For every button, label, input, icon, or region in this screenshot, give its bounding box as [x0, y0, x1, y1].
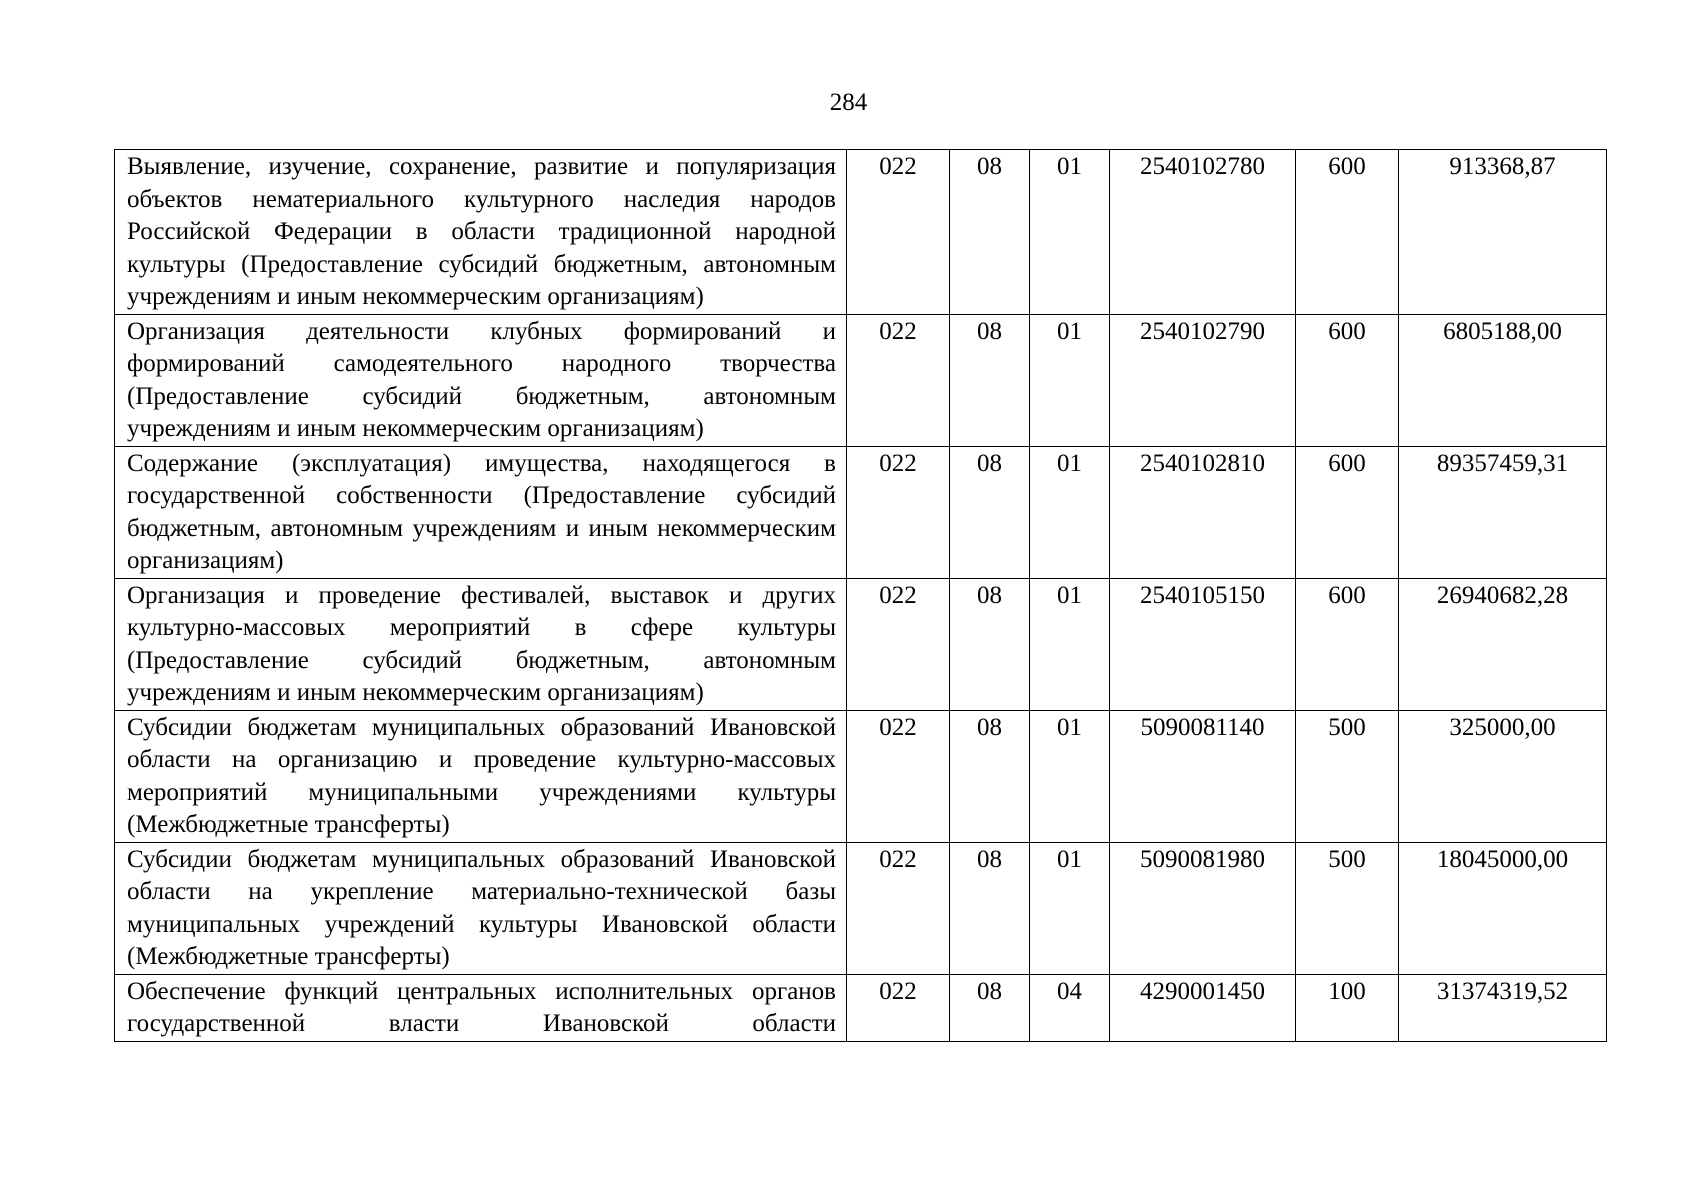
target-article-code: 5090081140 — [1110, 710, 1296, 842]
row-description: Организация деятельности клубных формирований и формирований самодеятельного народного творчества (Предоставление субсидий бюджетным, автономным учреждениям и иным некоммерческим организациям) — [115, 314, 847, 446]
ministry-code: 022 — [847, 578, 950, 710]
row-description: Обеспечение функций центральных исполнительных органов государственной власти Ивановской области — [115, 974, 847, 1041]
ministry-code: 022 — [847, 314, 950, 446]
section-code: 08 — [950, 974, 1030, 1041]
amount-value: 325000,00 — [1399, 710, 1607, 842]
target-article-code: 2540102810 — [1110, 446, 1296, 578]
target-article-code: 5090081980 — [1110, 842, 1296, 974]
ministry-code: 022 — [847, 842, 950, 974]
table-row — [115, 842, 1607, 974]
amount-value: 31374319,52 — [1399, 974, 1607, 1041]
subsection-code: 01 — [1030, 314, 1110, 446]
table-row — [115, 974, 1607, 1041]
page-number: 284 — [829, 89, 868, 116]
expense-type-code: 600 — [1296, 578, 1399, 710]
expense-type-code: 100 — [1296, 974, 1399, 1041]
section-code: 08 — [950, 150, 1030, 315]
expense-type-code: 600 — [1296, 446, 1399, 578]
row-description: Организация и проведение фестивалей, выставок и других культурно-массовых мероприятий в сфере культуры (Предоставление субсидий бюджетным, автономным учреждениям и иным некоммерческим организациям) — [115, 578, 847, 710]
row-description: Субсидии бюджетам муниципальных образований Ивановской области на организацию и проведение культурно-массовых мероприятий муниципальными учреждениями культуры (Межбюджетные трансферты) — [115, 710, 847, 842]
ministry-code: 022 — [847, 974, 950, 1041]
subsection-code: 04 — [1030, 974, 1110, 1041]
section-code: 08 — [950, 446, 1030, 578]
ministry-code: 022 — [847, 710, 950, 842]
ministry-code: 022 — [847, 150, 950, 315]
row-description: Субсидии бюджетам муниципальных образований Ивановской области на укрепление материально-технической базы муниципальных учреждений культуры Ивановской области (Межбюджетные трансферты) — [115, 842, 847, 974]
ministry-code: 022 — [847, 446, 950, 578]
amount-value: 6805188,00 — [1399, 314, 1607, 446]
expense-type-code: 500 — [1296, 842, 1399, 974]
table-row — [115, 150, 1607, 315]
table-row — [115, 314, 1607, 446]
amount-value: 18045000,00 — [1399, 842, 1607, 974]
target-article-code: 4290001450 — [1110, 974, 1296, 1041]
table-row — [115, 710, 1607, 842]
subsection-code: 01 — [1030, 842, 1110, 974]
amount-value: 89357459,31 — [1399, 446, 1607, 578]
table-row — [115, 446, 1607, 578]
amount-value: 913368,87 — [1399, 150, 1607, 315]
target-article-code: 2540105150 — [1110, 578, 1296, 710]
subsection-code: 01 — [1030, 710, 1110, 842]
row-description: Содержание (эксплуатация) имущества, находящегося в государственной собственности (Предоставление субсидий бюджетным, автономным учреждениям и иным некоммерческим организациям) — [115, 446, 847, 578]
subsection-code: 01 — [1030, 446, 1110, 578]
target-article-code: 2540102780 — [1110, 150, 1296, 315]
table-row — [115, 578, 1607, 710]
section-code: 08 — [950, 710, 1030, 842]
budget-table — [114, 149, 1607, 1042]
section-code: 08 — [950, 578, 1030, 710]
subsection-code: 01 — [1030, 578, 1110, 710]
subsection-code: 01 — [1030, 150, 1110, 315]
row-description: Выявление, изучение, сохранение, развитие и популяризация объектов нематериального культурного наследия народов Российской Федерации в области традиционной народной культуры (Предоставление субсидий бюджетным, автономным учреждениям и иным некоммерческим организациям) — [115, 150, 847, 315]
expense-type-code: 600 — [1296, 150, 1399, 315]
expense-type-code: 500 — [1296, 710, 1399, 842]
expense-type-code: 600 — [1296, 314, 1399, 446]
amount-value: 26940682,28 — [1399, 578, 1607, 710]
section-code: 08 — [950, 314, 1030, 446]
target-article-code: 2540102790 — [1110, 314, 1296, 446]
section-code: 08 — [950, 842, 1030, 974]
